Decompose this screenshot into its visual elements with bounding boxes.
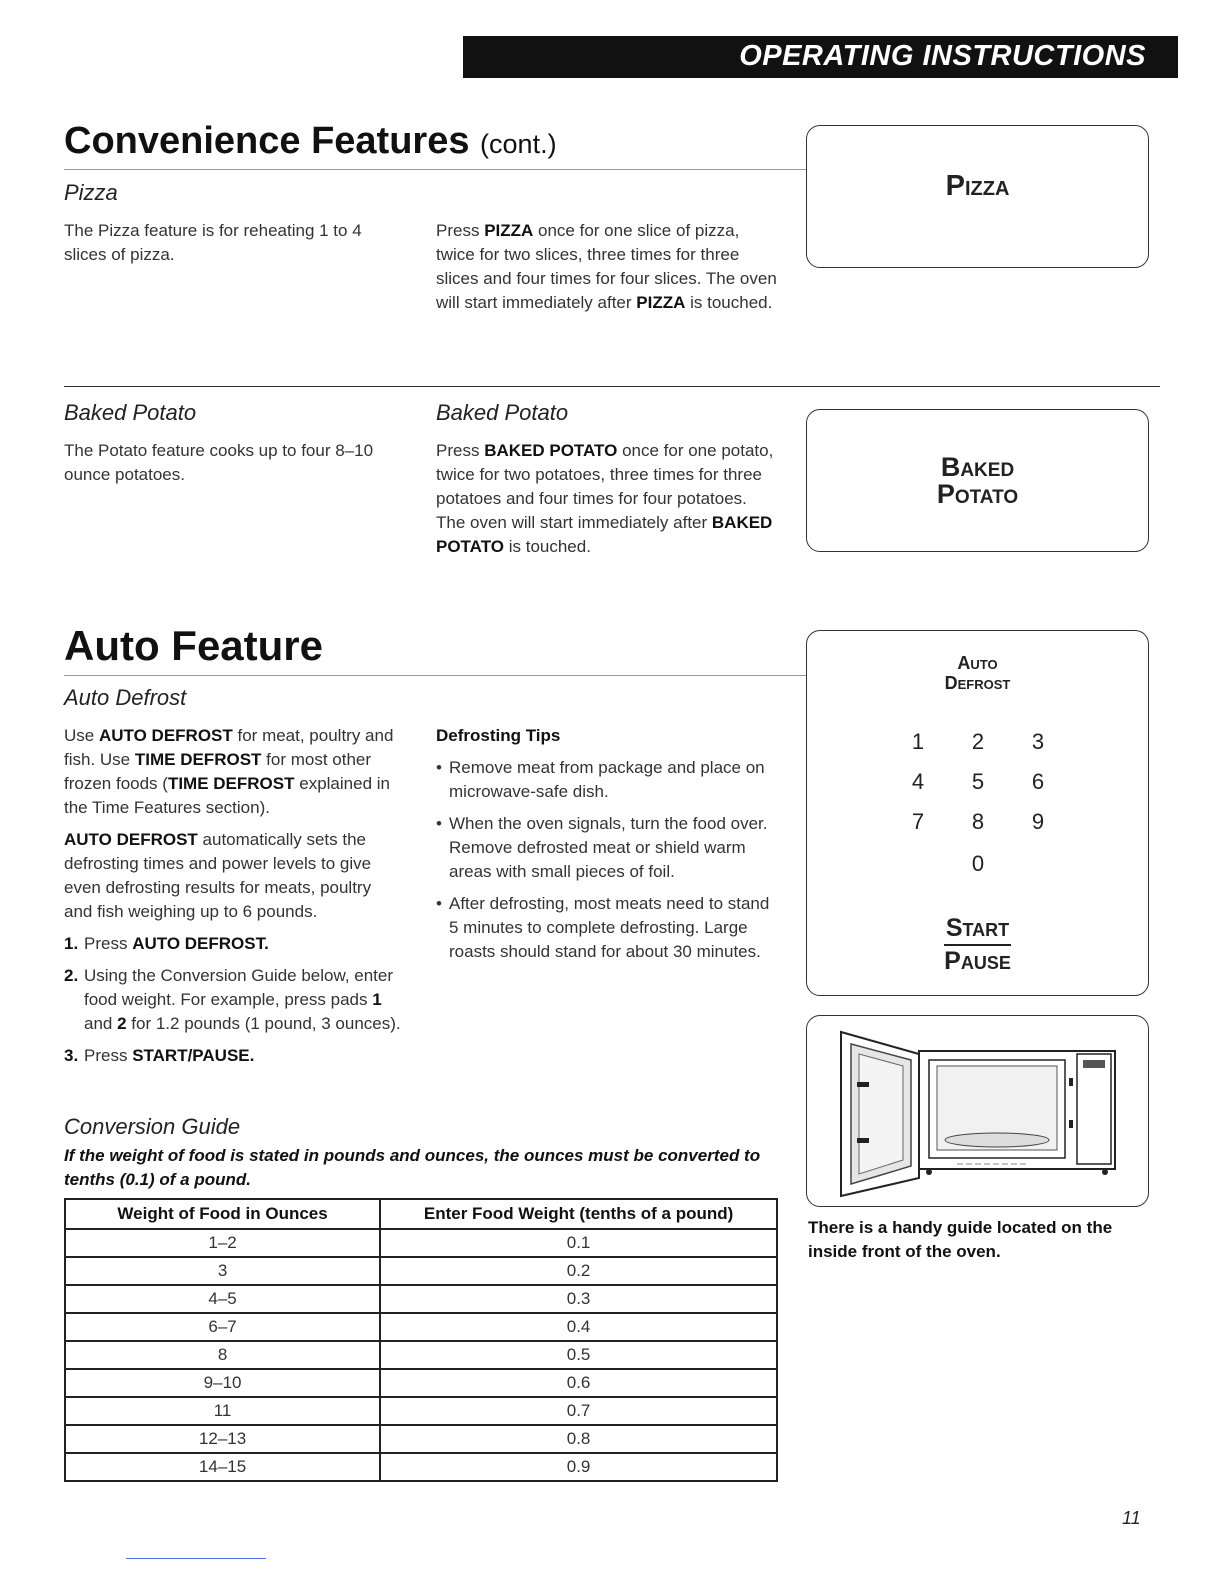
column-header-tenths: Enter Food Weight (tenths of a pound) bbox=[380, 1199, 777, 1229]
table-row bbox=[65, 1285, 777, 1313]
p2-text-a: automatically sets the defrosting times and power levels to give even defrosting results for meats, poultry and fish weighing up to 6 pounds. bbox=[64, 830, 372, 921]
tenths-cell: 0.9 bbox=[380, 1453, 777, 1481]
digit-0-key: 0 bbox=[971, 851, 985, 876]
start-label: Start bbox=[944, 913, 1011, 946]
step-2-key-2: 2 bbox=[117, 1014, 127, 1033]
potato-panel bbox=[806, 409, 1149, 552]
potato-heading-left: Baked Potato bbox=[64, 400, 197, 425]
step-3-text: Press bbox=[84, 1046, 133, 1065]
table-header-row bbox=[65, 1199, 777, 1229]
pizza-instr-text-2: once for one slice of pizza, twice for two slices, three times for three slices and four times for four slices. The oven will start immediately after bbox=[436, 221, 777, 312]
step-1-key: AUTO DEFROST. bbox=[132, 934, 269, 953]
tenths-cell: 0.7 bbox=[380, 1397, 777, 1425]
tip-item: • When the oven signals, turn the food over. Remove defrosted meat or shield warm areas with small pieces of foil. bbox=[436, 812, 776, 884]
table-row bbox=[65, 1453, 777, 1481]
tenths-cell: 0.8 bbox=[380, 1425, 777, 1453]
ounces-cell: 3 bbox=[65, 1257, 380, 1285]
step-3-number: 3. bbox=[64, 1046, 79, 1065]
pizza-instructions bbox=[436, 219, 782, 315]
tenths-cell: 0.5 bbox=[380, 1341, 777, 1369]
auto-feature-title: Auto Feature bbox=[64, 622, 324, 669]
ounces-cell: 14–15 bbox=[65, 1453, 380, 1481]
potato-instr-text-2: once for one potato, twice for two potatoes, three times for three potatoes and four times for four potatoes. The oven will start immediately after bbox=[436, 441, 774, 532]
auto-defrost-para-1 bbox=[64, 724, 404, 820]
footer-rule bbox=[126, 1558, 266, 1559]
p2-key-1: AUTO DEFROST bbox=[64, 830, 198, 849]
potato-instr-text-3: is touched. bbox=[504, 537, 591, 556]
tenths-cell: 0.2 bbox=[380, 1257, 777, 1285]
page-number: 11 bbox=[1122, 1508, 1141, 1528]
digit-7-key: 7 bbox=[911, 809, 925, 834]
step-3-key: START/PAUSE. bbox=[132, 1046, 255, 1065]
step-2-number: 2. bbox=[64, 966, 79, 985]
pizza-panel bbox=[806, 125, 1149, 268]
tenths-cell: 0.6 bbox=[380, 1369, 777, 1397]
pizza-key-1: PIZZA bbox=[484, 221, 534, 240]
keypad-panel bbox=[806, 630, 1149, 996]
table-row bbox=[65, 1229, 777, 1257]
digit-3-key: 3 bbox=[1031, 729, 1045, 754]
defrosting-tips bbox=[436, 724, 776, 972]
convenience-title-suffix: (cont.) bbox=[480, 129, 557, 159]
digit-1-key: 1 bbox=[911, 729, 925, 754]
ounces-cell: 9–10 bbox=[65, 1369, 380, 1397]
step-1-text: Press bbox=[84, 934, 133, 953]
step-2-text-c: for 1.2 pounds (1 pound, 3 ounces). bbox=[126, 1014, 401, 1033]
convenience-title-rule bbox=[64, 169, 808, 170]
conversion-table-wrapper bbox=[64, 1198, 778, 1482]
convenience-title bbox=[64, 120, 557, 163]
section-header-label: OPERATING INSTRUCTIONS bbox=[739, 40, 1146, 72]
ounces-cell: 8 bbox=[65, 1341, 380, 1369]
ounces-cell: 12–13 bbox=[65, 1425, 380, 1453]
auto-defrost-label-line1: Auto bbox=[957, 653, 998, 673]
oven-guide-caption: There is a handy guide located on the inside front of the oven. bbox=[808, 1218, 1113, 1261]
p1-key-2: TIME DEFROST bbox=[134, 750, 262, 769]
section-divider bbox=[64, 386, 1160, 387]
pizza-button-label: Pizza bbox=[945, 170, 1010, 202]
step-2-key-1: 1 bbox=[372, 990, 382, 1009]
auto-defrost-description bbox=[64, 724, 404, 1076]
auto-defrost-para-2 bbox=[64, 828, 404, 924]
open-microwave-illustration bbox=[807, 1016, 1148, 1206]
conversion-table bbox=[64, 1198, 778, 1482]
conversion-guide-note: If the weight of food is stated in pounds and ounces, the ounces must be converted to tenths (0.1) of a pound. bbox=[64, 1146, 761, 1189]
potato-button-label bbox=[807, 454, 1148, 508]
digit-8-key: 8 bbox=[971, 809, 985, 834]
table-row bbox=[65, 1257, 777, 1285]
ounces-cell: 1–2 bbox=[65, 1229, 380, 1257]
potato-key-1: BAKED POTATO bbox=[484, 441, 618, 460]
p1-text-b: for meat, poultry and fish. Use bbox=[64, 726, 394, 769]
step-1-number: 1. bbox=[64, 934, 79, 953]
pizza-instr-text-1: Press bbox=[436, 221, 485, 240]
table-row bbox=[65, 1425, 777, 1453]
digit-2-key: 2 bbox=[971, 729, 985, 754]
tenths-cell: 0.4 bbox=[380, 1313, 777, 1341]
table-row bbox=[65, 1313, 777, 1341]
p1-key-1: AUTO DEFROST bbox=[98, 726, 233, 745]
potato-intro: The Potato feature cooks up to four 8–10 ounce potatoes. bbox=[64, 441, 374, 484]
p1-text-c: for most other frozen foods ( bbox=[64, 750, 372, 793]
table-row bbox=[65, 1397, 777, 1425]
section-header-bar bbox=[463, 36, 1178, 78]
pizza-intro: The Pizza feature is for reheating 1 to 4 slices of pizza. bbox=[64, 221, 362, 264]
table-row bbox=[65, 1341, 777, 1369]
p1-key-3: TIME DEFROST bbox=[167, 774, 295, 793]
conversion-guide-heading: Conversion Guide bbox=[64, 1114, 241, 1139]
pause-label: Pause bbox=[944, 947, 1011, 975]
auto-defrost-label-line2: Defrost bbox=[944, 673, 1011, 693]
potato-button-line2: Potato bbox=[936, 479, 1019, 509]
auto-defrost-steps bbox=[64, 932, 404, 1068]
step-2-text-a: Using the Conversion Guide below, enter food weight. For example, press pads bbox=[84, 966, 394, 1009]
auto-title-rule bbox=[64, 675, 808, 676]
p1-text-a: Use bbox=[64, 726, 99, 745]
column-header-ounces: Weight of Food in Ounces bbox=[65, 1199, 380, 1229]
potato-key-2: BAKED POTATO bbox=[436, 513, 773, 556]
ounces-cell: 6–7 bbox=[65, 1313, 380, 1341]
auto-defrost-button-label bbox=[807, 653, 1148, 693]
p1-text-d: explained in the Time Features section). bbox=[64, 774, 390, 817]
step-2-text-b: and bbox=[84, 1014, 118, 1033]
pizza-key-2: PIZZA bbox=[636, 293, 686, 312]
ounces-cell: 4–5 bbox=[65, 1285, 380, 1313]
defrosting-tips-heading: Defrosting Tips bbox=[436, 726, 561, 745]
potato-button-line1: Baked bbox=[940, 452, 1015, 482]
pizza-heading: Pizza bbox=[64, 180, 118, 205]
oven-illustration-panel bbox=[806, 1015, 1149, 1207]
digit-5-key: 5 bbox=[971, 769, 985, 794]
tenths-cell: 0.3 bbox=[380, 1285, 777, 1313]
tip-item: • Remove meat from package and place on microwave-safe dish. bbox=[436, 756, 776, 804]
digit-4-key: 4 bbox=[911, 769, 925, 794]
table-row bbox=[65, 1369, 777, 1397]
potato-instr-text-1: Press bbox=[436, 441, 485, 460]
step-3 bbox=[64, 1044, 404, 1068]
ounces-cell: 11 bbox=[65, 1397, 380, 1425]
tip-item: • After defrosting, most meats need to stand 5 minutes to complete defrosting. Large roasts should stand for about 30 minutes. bbox=[436, 892, 776, 964]
digit-6-key: 6 bbox=[1031, 769, 1045, 794]
potato-heading-right: Baked Potato bbox=[436, 400, 569, 425]
defrosting-tips-list bbox=[436, 756, 776, 964]
step-1 bbox=[64, 932, 404, 956]
step-2 bbox=[64, 964, 404, 1036]
digit-9-key: 9 bbox=[1031, 809, 1045, 834]
pizza-instr-text-3: is touched. bbox=[685, 293, 773, 312]
tenths-cell: 0.1 bbox=[380, 1229, 777, 1257]
convenience-title-text: Convenience Features bbox=[64, 120, 470, 162]
potato-instructions bbox=[436, 439, 776, 559]
auto-defrost-heading: Auto Defrost bbox=[64, 685, 187, 710]
start-pause-button-label bbox=[807, 913, 1148, 977]
